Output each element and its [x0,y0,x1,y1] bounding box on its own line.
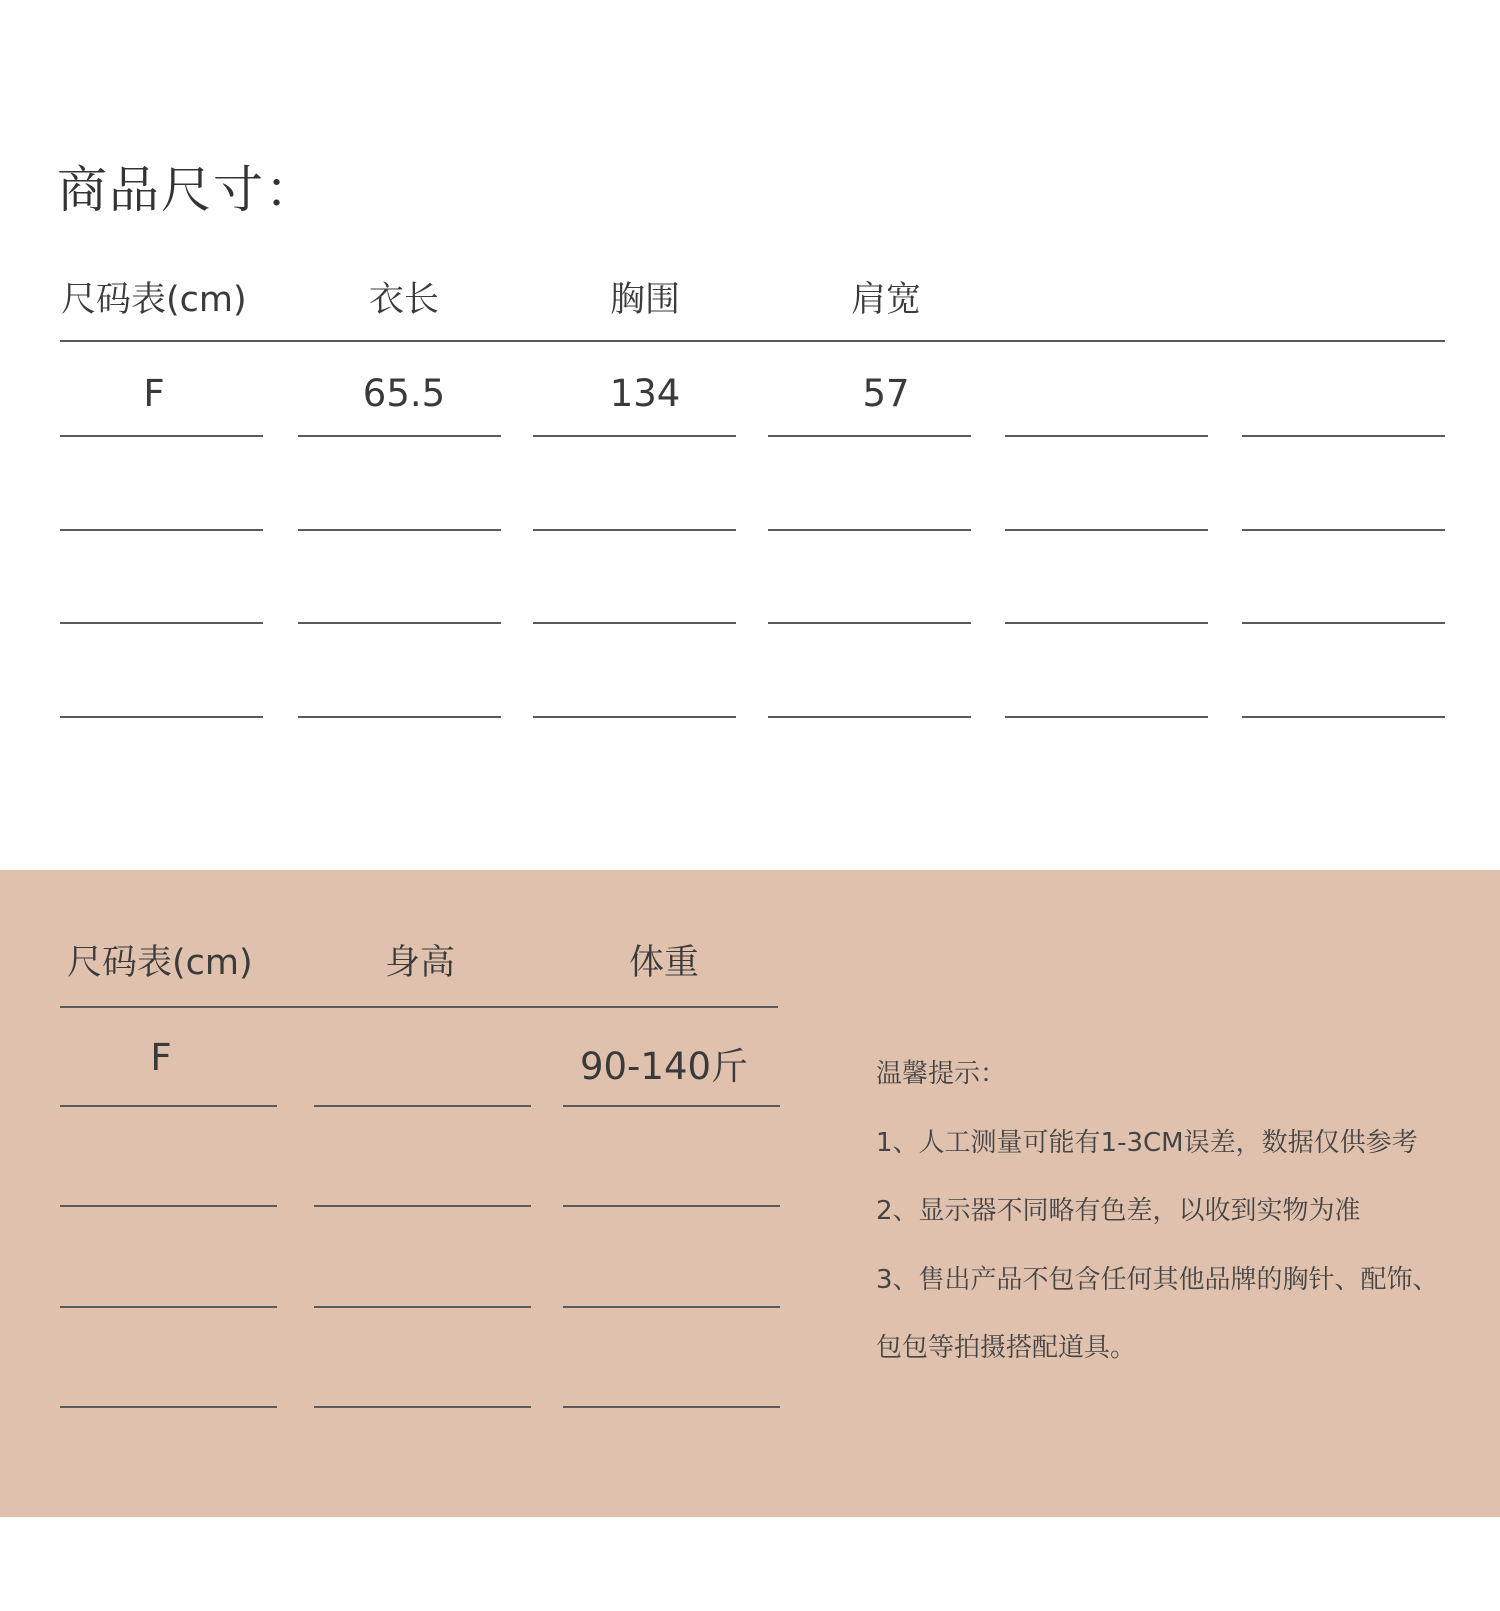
size-table-header-length: 衣长 [368,280,440,320]
size-table-row-rule [1242,622,1445,624]
size-table-row-rule [298,716,501,718]
size-table-row-rule [768,716,971,718]
notes-title: 温馨提示： [876,1059,1007,1089]
size-table-header-size: 尺码表(cm) [61,280,247,320]
size-table-row-rule [533,529,736,531]
fit-table-row-rule [563,1205,780,1207]
size-table-row-rule [768,622,971,624]
size-table-row-rule [298,435,501,437]
size-table-row-rule [533,622,736,624]
size-table-header-rule [60,340,1445,342]
size-table-cell: 134 [609,372,681,415]
fit-table-row-rule [563,1406,780,1408]
fit-table-row-rule [60,1306,277,1308]
fit-table-row-rule [314,1105,531,1107]
size-table-row-rule [1005,716,1208,718]
size-table-row-rule [1242,529,1445,531]
size-table-cell: 65.5 [362,372,446,415]
fit-table-row-rule [314,1205,531,1207]
size-table-row-rule [533,716,736,718]
size-table-row-rule [1242,435,1445,437]
page-title: 商品尺寸： [57,161,317,219]
size-table-row-rule [60,529,263,531]
size-table-row-rule [60,622,263,624]
fit-table-row-rule [60,1406,277,1408]
fit-table-header-size: 尺码表(cm) [67,943,253,983]
fit-table-header-rule [60,1006,778,1008]
size-table-cell: 57 [862,372,910,415]
note-item: 1、人工测量可能有1-3CM误差，数据仅供参考 [876,1128,1418,1158]
fit-table-row-rule [563,1306,780,1308]
size-table-row-rule [298,622,501,624]
size-table-row-rule [768,435,971,437]
size-table-row-rule [1242,716,1445,718]
fit-table-row-rule [314,1406,531,1408]
size-table-header-chest: 胸围 [609,280,681,320]
fit-table-row-rule [60,1205,277,1207]
size-table-header-shoulder: 肩宽 [850,280,922,320]
fit-table-row-rule [563,1105,780,1107]
fit-table-cell: 90-140斤 [579,1045,749,1088]
size-table-row-rule [1005,622,1208,624]
fit-table-row-rule [314,1306,531,1308]
size-table-row-rule [60,435,263,437]
size-table-row-rule [768,529,971,531]
size-table-row-rule [60,716,263,718]
note-item: 3、售出产品不包含任何其他品牌的胸针、配饰、 [876,1265,1439,1295]
size-table-cell: F [143,372,165,415]
size-table-row-rule [1005,435,1208,437]
fit-table-header-weight: 体重 [628,943,700,983]
note-item: 包包等拍摄搭配道具。 [876,1333,1137,1363]
fit-table-cell: F [150,1036,172,1079]
size-table-row-rule [298,529,501,531]
size-table-row-rule [1005,529,1208,531]
fit-table-row-rule [60,1105,277,1107]
fit-table-header-height: 身高 [384,943,456,983]
note-item: 2、显示器不同略有色差，以收到实物为准 [876,1196,1361,1226]
size-table-row-rule [533,435,736,437]
